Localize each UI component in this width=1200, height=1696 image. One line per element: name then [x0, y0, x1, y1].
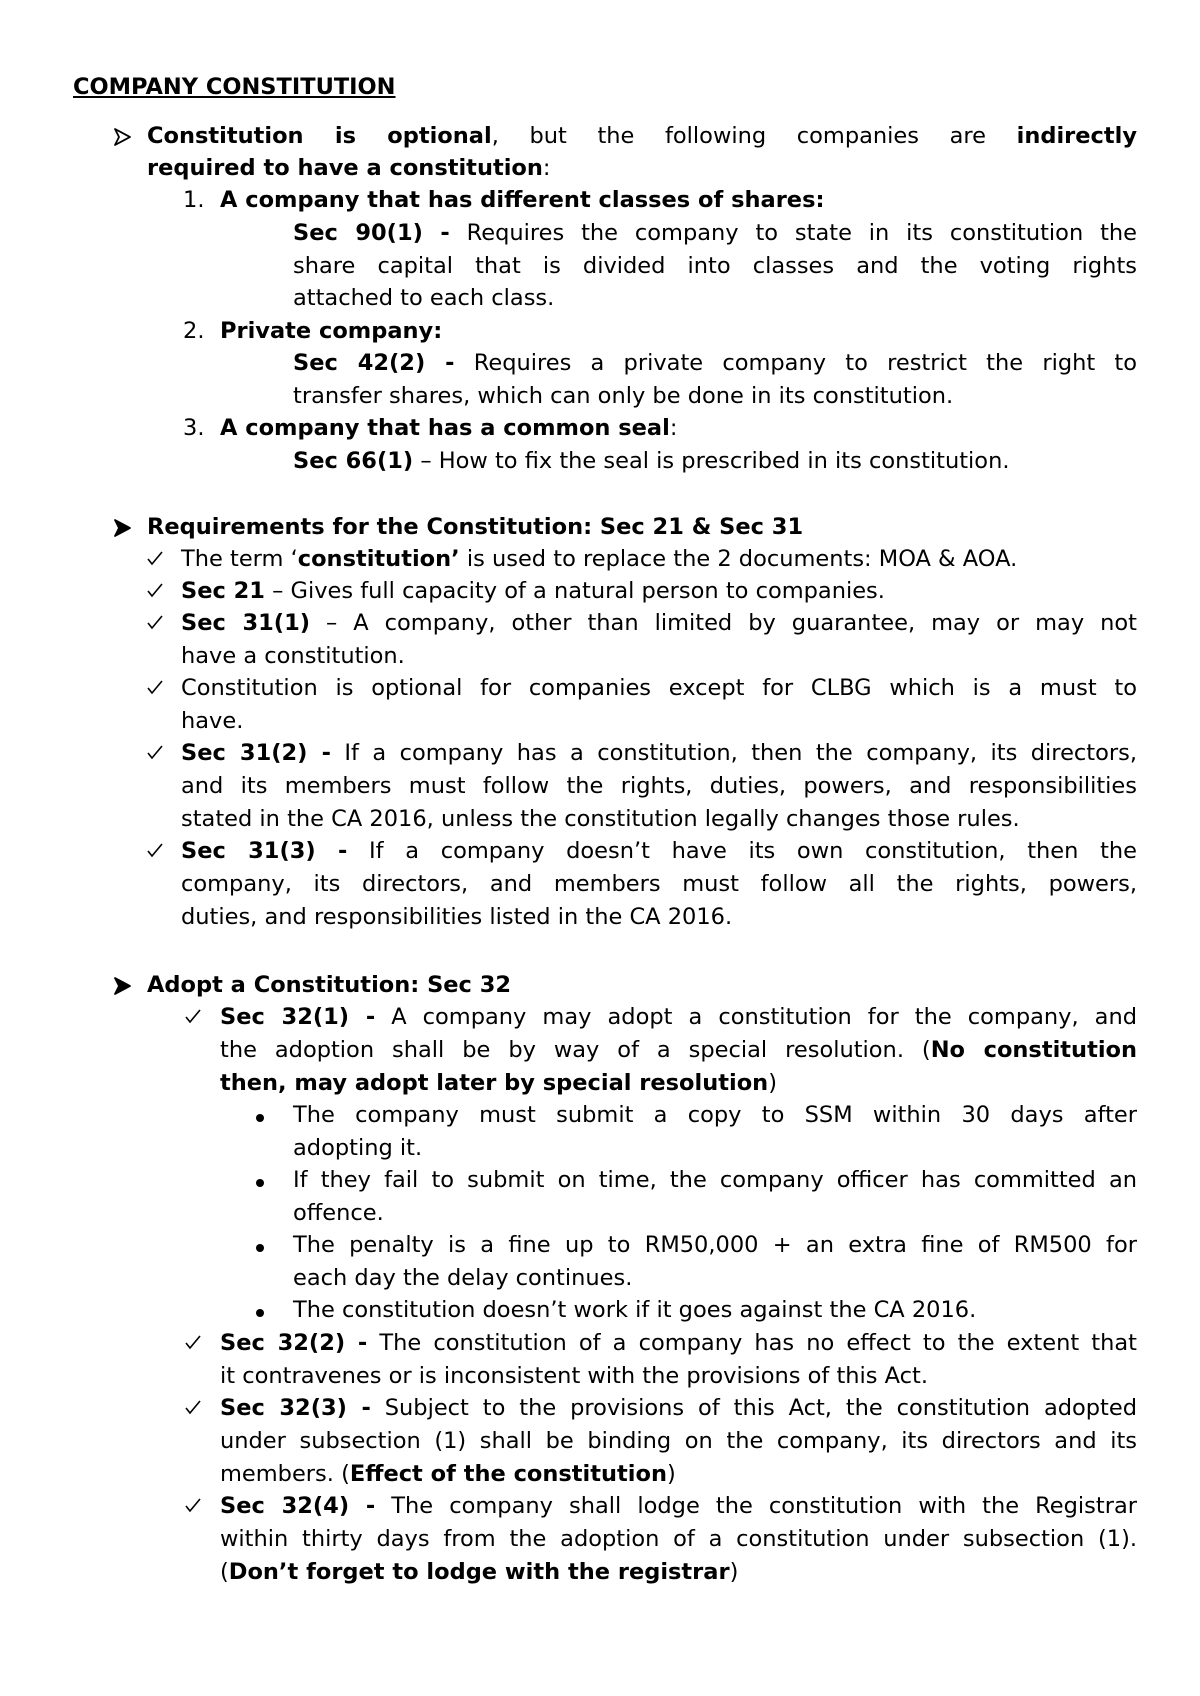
list-number: 1. [183, 187, 205, 213]
s2-check4-line1: Constitution is optional for companies except for CLBG which is a must to [181, 675, 1137, 701]
s3-check1-line1: Sec 32(1) - A company may adopt a constitution for the company, and [220, 1004, 1137, 1030]
s3-check1-line3: then, may adopt later by special resolution) [220, 1070, 777, 1096]
s1-item2-heading: Private company: [220, 318, 443, 344]
checkmark-icon [147, 550, 163, 566]
s2-check3-line2: have a constitution. [181, 643, 405, 669]
arrow-bullet-icon [113, 976, 133, 996]
s2-check5-line2: and its members must follow the rights, duties, powers, and responsibilities [181, 773, 1137, 799]
checkmark-icon [147, 582, 163, 598]
s2-check6-line3: duties, and responsibilities listed in the CA 2016. [181, 904, 733, 930]
s3-bullet3-line1: The penalty is a fine up to RM50,000 + an extra fine of RM500 for [293, 1232, 1137, 1258]
s1-intro-line2: required to have a constitution: [147, 155, 551, 181]
s2-check6-line2: company, its directors, and members must follow all the rights, powers, [181, 871, 1137, 897]
checkmark-icon [185, 1399, 201, 1415]
s2-check2: Sec 21 – Gives full capacity of a natural person to companies. [181, 578, 885, 604]
s1-intro-line1: Constitution is optional, but the following companies are indirectly [147, 123, 1137, 149]
checkmark-icon [185, 1497, 201, 1513]
checkmark-icon [147, 744, 163, 760]
checkmark-icon [147, 614, 163, 630]
bullet-dot-icon [256, 1309, 264, 1317]
s2-check4-line2: have. [181, 708, 244, 734]
s3-check4-line1: Sec 32(4) - The company shall lodge the constitution with the Registrar [220, 1493, 1138, 1519]
s2-heading: Requirements for the Constitution: Sec 21 & Sec 31 [147, 514, 804, 540]
s3-check4-line3: (Don’t forget to lodge with the registrar) [220, 1559, 739, 1585]
list-number: 3. [183, 415, 205, 441]
s1-item1-line2: share capital that is divided into classes and the voting rights [293, 253, 1137, 279]
checkmark-icon [185, 1334, 201, 1350]
s3-heading: Adopt a Constitution: Sec 32 [147, 972, 512, 998]
arrow-bullet-icon [113, 127, 133, 147]
bullet-dot-icon [256, 1114, 264, 1122]
s3-bullet3-line2: each day the delay continues. [293, 1265, 633, 1291]
s1-item1-line3: attached to each class. [293, 285, 555, 311]
s3-check4-line2: within thirty days from the adoption of a constitution under subsection (1). [220, 1526, 1137, 1552]
arrow-bullet-icon [113, 518, 133, 538]
s3-bullet4-line1: The constitution doesn’t work if it goes against the CA 2016. [293, 1297, 977, 1323]
s3-bullet1-line2: adopting it. [293, 1135, 423, 1161]
bullet-dot-icon [256, 1244, 264, 1252]
page-title: COMPANY CONSTITUTION [73, 74, 396, 100]
s1-item1-line1: Sec 90(1) - Requires the company to state in its constitution the [293, 220, 1138, 246]
s2-check1: The term ‘constitution’ is used to replace the 2 documents: MOA & AOA. [181, 546, 1018, 572]
checkmark-icon [185, 1008, 201, 1024]
s1-item3-heading: A company that has a common seal: [220, 415, 678, 441]
s2-check3-line1: Sec 31(1) – A company, other than limited by guarantee, may or may not [181, 610, 1138, 636]
s3-bullet2-line1: If they fail to submit on time, the company officer has committed an [293, 1167, 1137, 1193]
s3-check3-line2: under subsection (1) shall be binding on the company, its directors and its [220, 1428, 1137, 1454]
checkmark-icon [147, 679, 163, 695]
s3-check3-line1: Sec 32(3) - Subject to the provisions of this Act, the constitution adopted [220, 1395, 1138, 1421]
s3-bullet1-line1: The company must submit a copy to SSM within 30 days after [293, 1102, 1137, 1128]
s1-item2-line1: Sec 42(2) - Requires a private company to restrict the right to [293, 350, 1137, 376]
s3-check1-line2: the adoption shall be by way of a special resolution. (No constitution [220, 1037, 1138, 1063]
s3-bullet2-line2: offence. [293, 1200, 384, 1226]
s3-check2-line2: it contravenes or is inconsistent with the provisions of this Act. [220, 1363, 929, 1389]
s3-check3-line3: members. (Effect of the constitution) [220, 1461, 676, 1487]
s2-check5-line3: stated in the CA 2016, unless the constitution legally changes those rules. [181, 806, 1020, 832]
s2-check5-line1: Sec 31(2) - If a company has a constitution, then the company, its directors, [181, 740, 1137, 766]
bullet-dot-icon [256, 1179, 264, 1187]
s1-item1-heading: A company that has different classes of shares: [220, 187, 825, 213]
s3-check2-line1: Sec 32(2) - The constitution of a company has no effect to the extent that [220, 1330, 1137, 1356]
s1-item2-line2: transfer shares, which can only be done in its constitution. [293, 383, 954, 409]
checkmark-icon [147, 842, 163, 858]
s1-item3-line1: Sec 66(1) – How to fix the seal is prescribed in its constitution. [293, 448, 1010, 474]
list-number: 2. [183, 318, 205, 344]
s2-check6-line1: Sec 31(3) - If a company doesn’t have its own constitution, then the [181, 838, 1137, 864]
